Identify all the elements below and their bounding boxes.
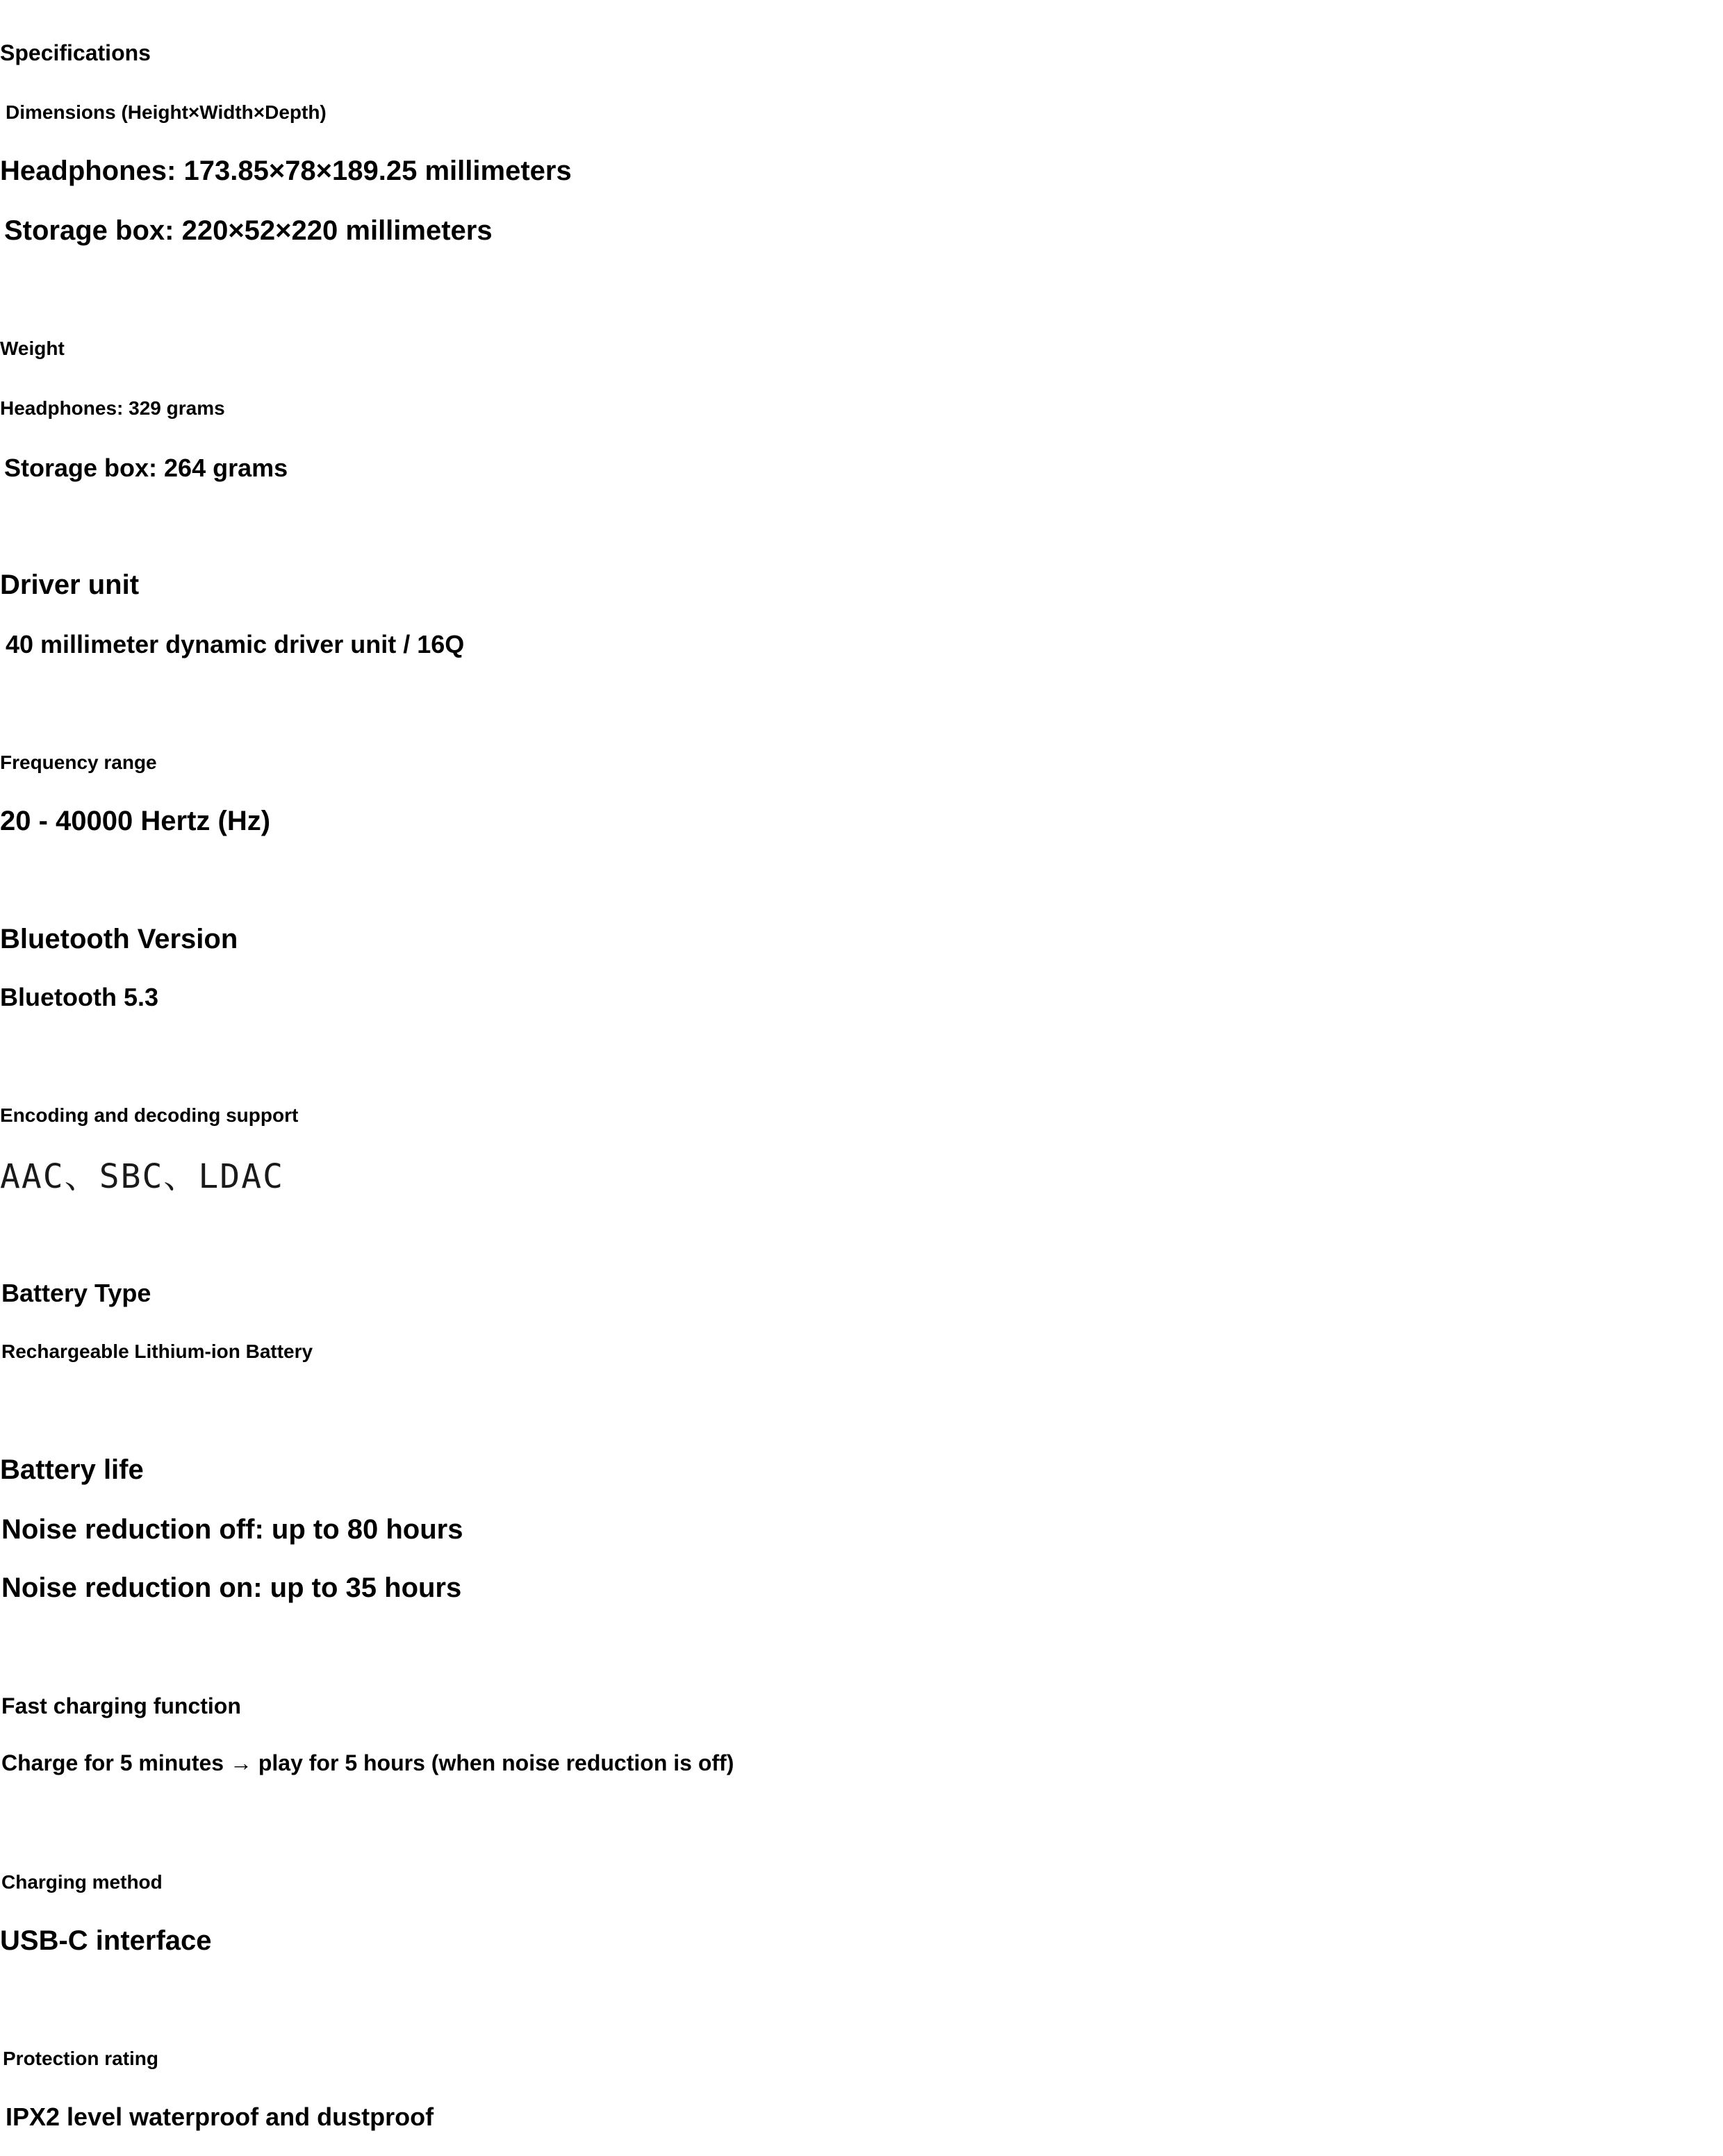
- frequency-range-label: Frequency range: [0, 752, 157, 773]
- protection-rating-value: IPX2 level waterproof and dustproof: [6, 2103, 434, 2131]
- weight-headphones: Headphones: 329 grams: [0, 397, 225, 419]
- dimensions-storage-box: Storage box: 220×52×220 millimeters: [4, 215, 493, 246]
- encoding-label: Encoding and decoding support: [0, 1104, 299, 1126]
- dimensions-label: Dimensions (Height×Width×Depth): [6, 101, 327, 123]
- bluetooth-version-value: Bluetooth 5.3: [0, 983, 159, 1011]
- charging-method-label: Charging method: [1, 1871, 163, 1893]
- driver-unit-value: 40 millimeter dynamic driver unit / 16Q: [6, 630, 465, 658]
- battery-life-noise-on: Noise reduction on: up to 35 hours: [1, 1573, 462, 1603]
- fast-charging-label: Fast charging function: [1, 1693, 241, 1718]
- charging-method-value: USB-C interface: [0, 1925, 212, 1956]
- fast-charging-value: Charge for 5 minutes → play for 5 hours (when noise reduction is off): [1, 1750, 734, 1775]
- frequency-range-value: 20 - 40000 Hertz (Hz): [0, 806, 271, 836]
- weight-label: Weight: [0, 338, 65, 359]
- dimensions-headphones: Headphones: 173.85×78×189.25 millimeters: [0, 156, 572, 186]
- specifications-title: Specifications: [0, 40, 151, 65]
- weight-storage-box: Storage box: 264 grams: [4, 454, 288, 482]
- encoding-value: AAC、SBC、LDAC: [0, 1157, 284, 1196]
- battery-life-noise-off: Noise reduction off: up to 80 hours: [1, 1514, 463, 1545]
- battery-type-label: Battery Type: [1, 1279, 151, 1307]
- driver-unit-label: Driver unit: [0, 570, 140, 600]
- protection-rating-label: Protection rating: [3, 2048, 159, 2069]
- battery-type-value: Rechargeable Lithium-ion Battery: [1, 1341, 313, 1362]
- battery-life-label: Battery life: [0, 1454, 144, 1485]
- bluetooth-version-label: Bluetooth Version: [0, 924, 238, 954]
